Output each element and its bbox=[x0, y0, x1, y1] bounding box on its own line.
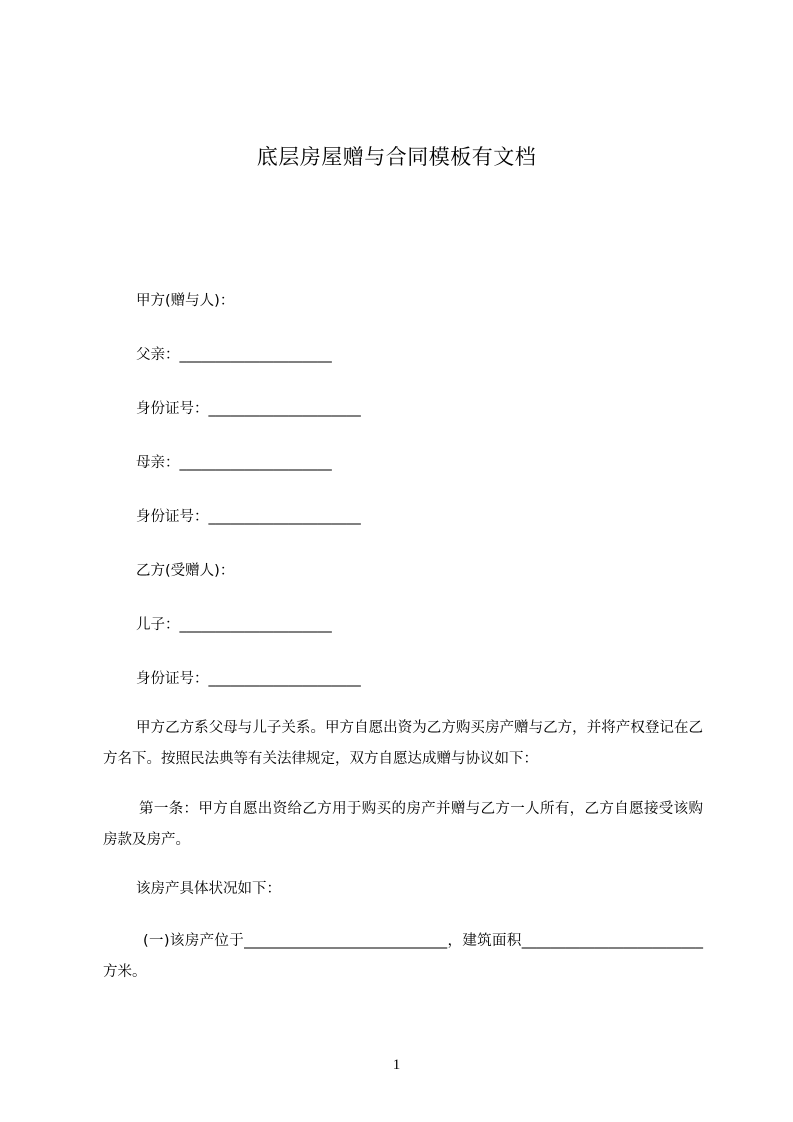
father-id-field-line: 身份证号：_____________________ bbox=[136, 401, 361, 417]
mother-field-line: 母亲：_____________________ bbox=[136, 455, 332, 471]
document-title: 底层房屋赠与合同模板有文档 bbox=[256, 145, 537, 169]
article-one-paragraph: 第一条：甲方自愿出资给乙方用于购买的房产并赠与乙方一人所有，乙方自愿接受该购房款及房产。 bbox=[103, 801, 703, 848]
party-a-heading: 甲方(赠与人)： bbox=[136, 293, 235, 309]
relationship-paragraph: 甲方乙方系父母与儿子关系。甲方自愿出资为乙方购买房产赠与乙方，并将产权登记在乙方名下。按照民法典等有关法律规定，双方自愿达成赠与协议如下： bbox=[103, 720, 703, 767]
page-number: 1 bbox=[392, 1057, 401, 1073]
property-status-line: 该房产具体状况如下： bbox=[136, 881, 281, 897]
son-id-field-line: 身份证号：_____________________ bbox=[136, 671, 361, 687]
party-b-heading: 乙方(受赠人)： bbox=[136, 563, 235, 579]
father-field-line: 父亲：_____________________ bbox=[136, 347, 332, 363]
son-field-line: 儿子：_____________________ bbox=[136, 617, 332, 633]
property-location-paragraph: (一)该房产位于____________________________，建筑面积_________________________方米。 bbox=[103, 933, 703, 980]
mother-id-field-line: 身份证号：_____________________ bbox=[136, 509, 361, 525]
